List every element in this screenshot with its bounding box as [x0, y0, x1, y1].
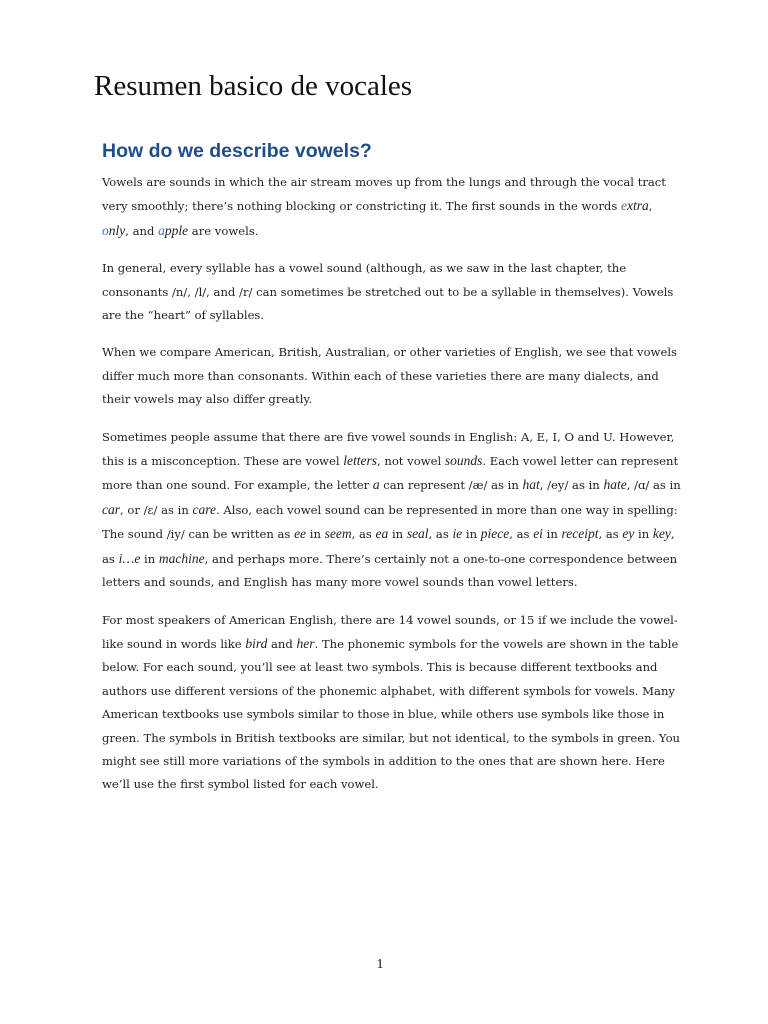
example-word: xtra [627, 198, 649, 214]
paragraph: Vowels are sounds in which the air stream moves up from the lungs and through the vocal tract very smoothly; there’s nothing blocking or constricting it. The first sounds in the words extra, only, and apple are vowels. [102, 175, 666, 238]
section-heading: How do we describe vowels? [102, 140, 372, 162]
example-word: hat [522, 477, 540, 493]
example-word: ea [375, 526, 389, 542]
example-word: ey [622, 526, 635, 542]
example-word: ie [452, 526, 463, 542]
example-word: car [102, 501, 120, 517]
example-word: care [192, 501, 216, 517]
paragraph: Sometimes people assume that there are five vowel sounds in English: A, E, I, O and U. However, this is a misconception. These are vowel letters, not vowel sounds. Each vowel letter can represent more than one sound. For example, the letter a can represent /æ/ as in hat, /ey/ as in hate, /ɑ/ as in car, or /ɛ/ as in care. Also, each vowel sound can be represented in more than one way in spelling: The sound /iy/ can be written as ee in seem, as ea in seal, as ie in piece, as ei in receipt, as ey in key, as i…e in machine, and perhaps more. There’s certainly not a one-to-one correspondence between letters and sounds, and English has many more vowel sounds than vowel letters. [102, 429, 681, 590]
example-word: piece [480, 526, 510, 542]
paragraph: When we compare American, British, Australian, or other varieties of English, we see that vowels differ much more than consonants. Within each of these varieties there are many dialects, and their vowels may also differ greatly. [102, 345, 678, 407]
body-text [102, 171, 682, 811]
example-initial-letter: o [102, 222, 109, 238]
example-initial-letter: e [621, 198, 627, 214]
example-initial-letter: a [158, 222, 165, 238]
paragraph: For most speakers of American English, there are 14 vowel sounds, or 15 if we include the vowel-like sound in words like bird and her. The phonemic symbols for the vowels are shown in the table below. For each sound, you’ll see at least two symbols. This is because different textbooks and authors use different versions of the phonemic alphabet, with different symbols for vowels. Many American textbooks use symbols similar to those in blue, while others use symbols like those in green. The symbols in British textbooks are similar, but not identical, to the symbols in green. You might see still more variations of the symbols in addition to the ones that are shown here. Here we’ll use the first symbol listed for each vowel. [102, 612, 681, 792]
example-word: i…e [118, 550, 141, 566]
page-number: 1 [376, 957, 384, 972]
example-word: ei [533, 526, 543, 542]
example-word: seal [406, 526, 429, 542]
example-word: bird [245, 635, 268, 651]
example-word: sounds [444, 453, 483, 469]
example-word: receipt [561, 526, 599, 542]
example-word: letters [343, 453, 377, 469]
example-word: machine [158, 550, 205, 566]
document-title: Resumen basico de vocales [94, 70, 413, 102]
example-word: ee [294, 526, 307, 542]
example-word: nly [108, 222, 126, 238]
example-word: a [372, 477, 380, 493]
example-word: pple [164, 222, 189, 238]
example-word: her [296, 635, 315, 651]
example-word: key [652, 526, 671, 542]
paragraph: In general, every syllable has a vowel sound (although, as we saw in the last chapter, the consonants /n/, /l/, and /r/ can sometimes be stretched out to be a syllable in themselves). Vowels are the “heart” of syllables. [102, 261, 674, 323]
example-word: hate [603, 477, 627, 493]
example-word: seem [324, 526, 352, 542]
